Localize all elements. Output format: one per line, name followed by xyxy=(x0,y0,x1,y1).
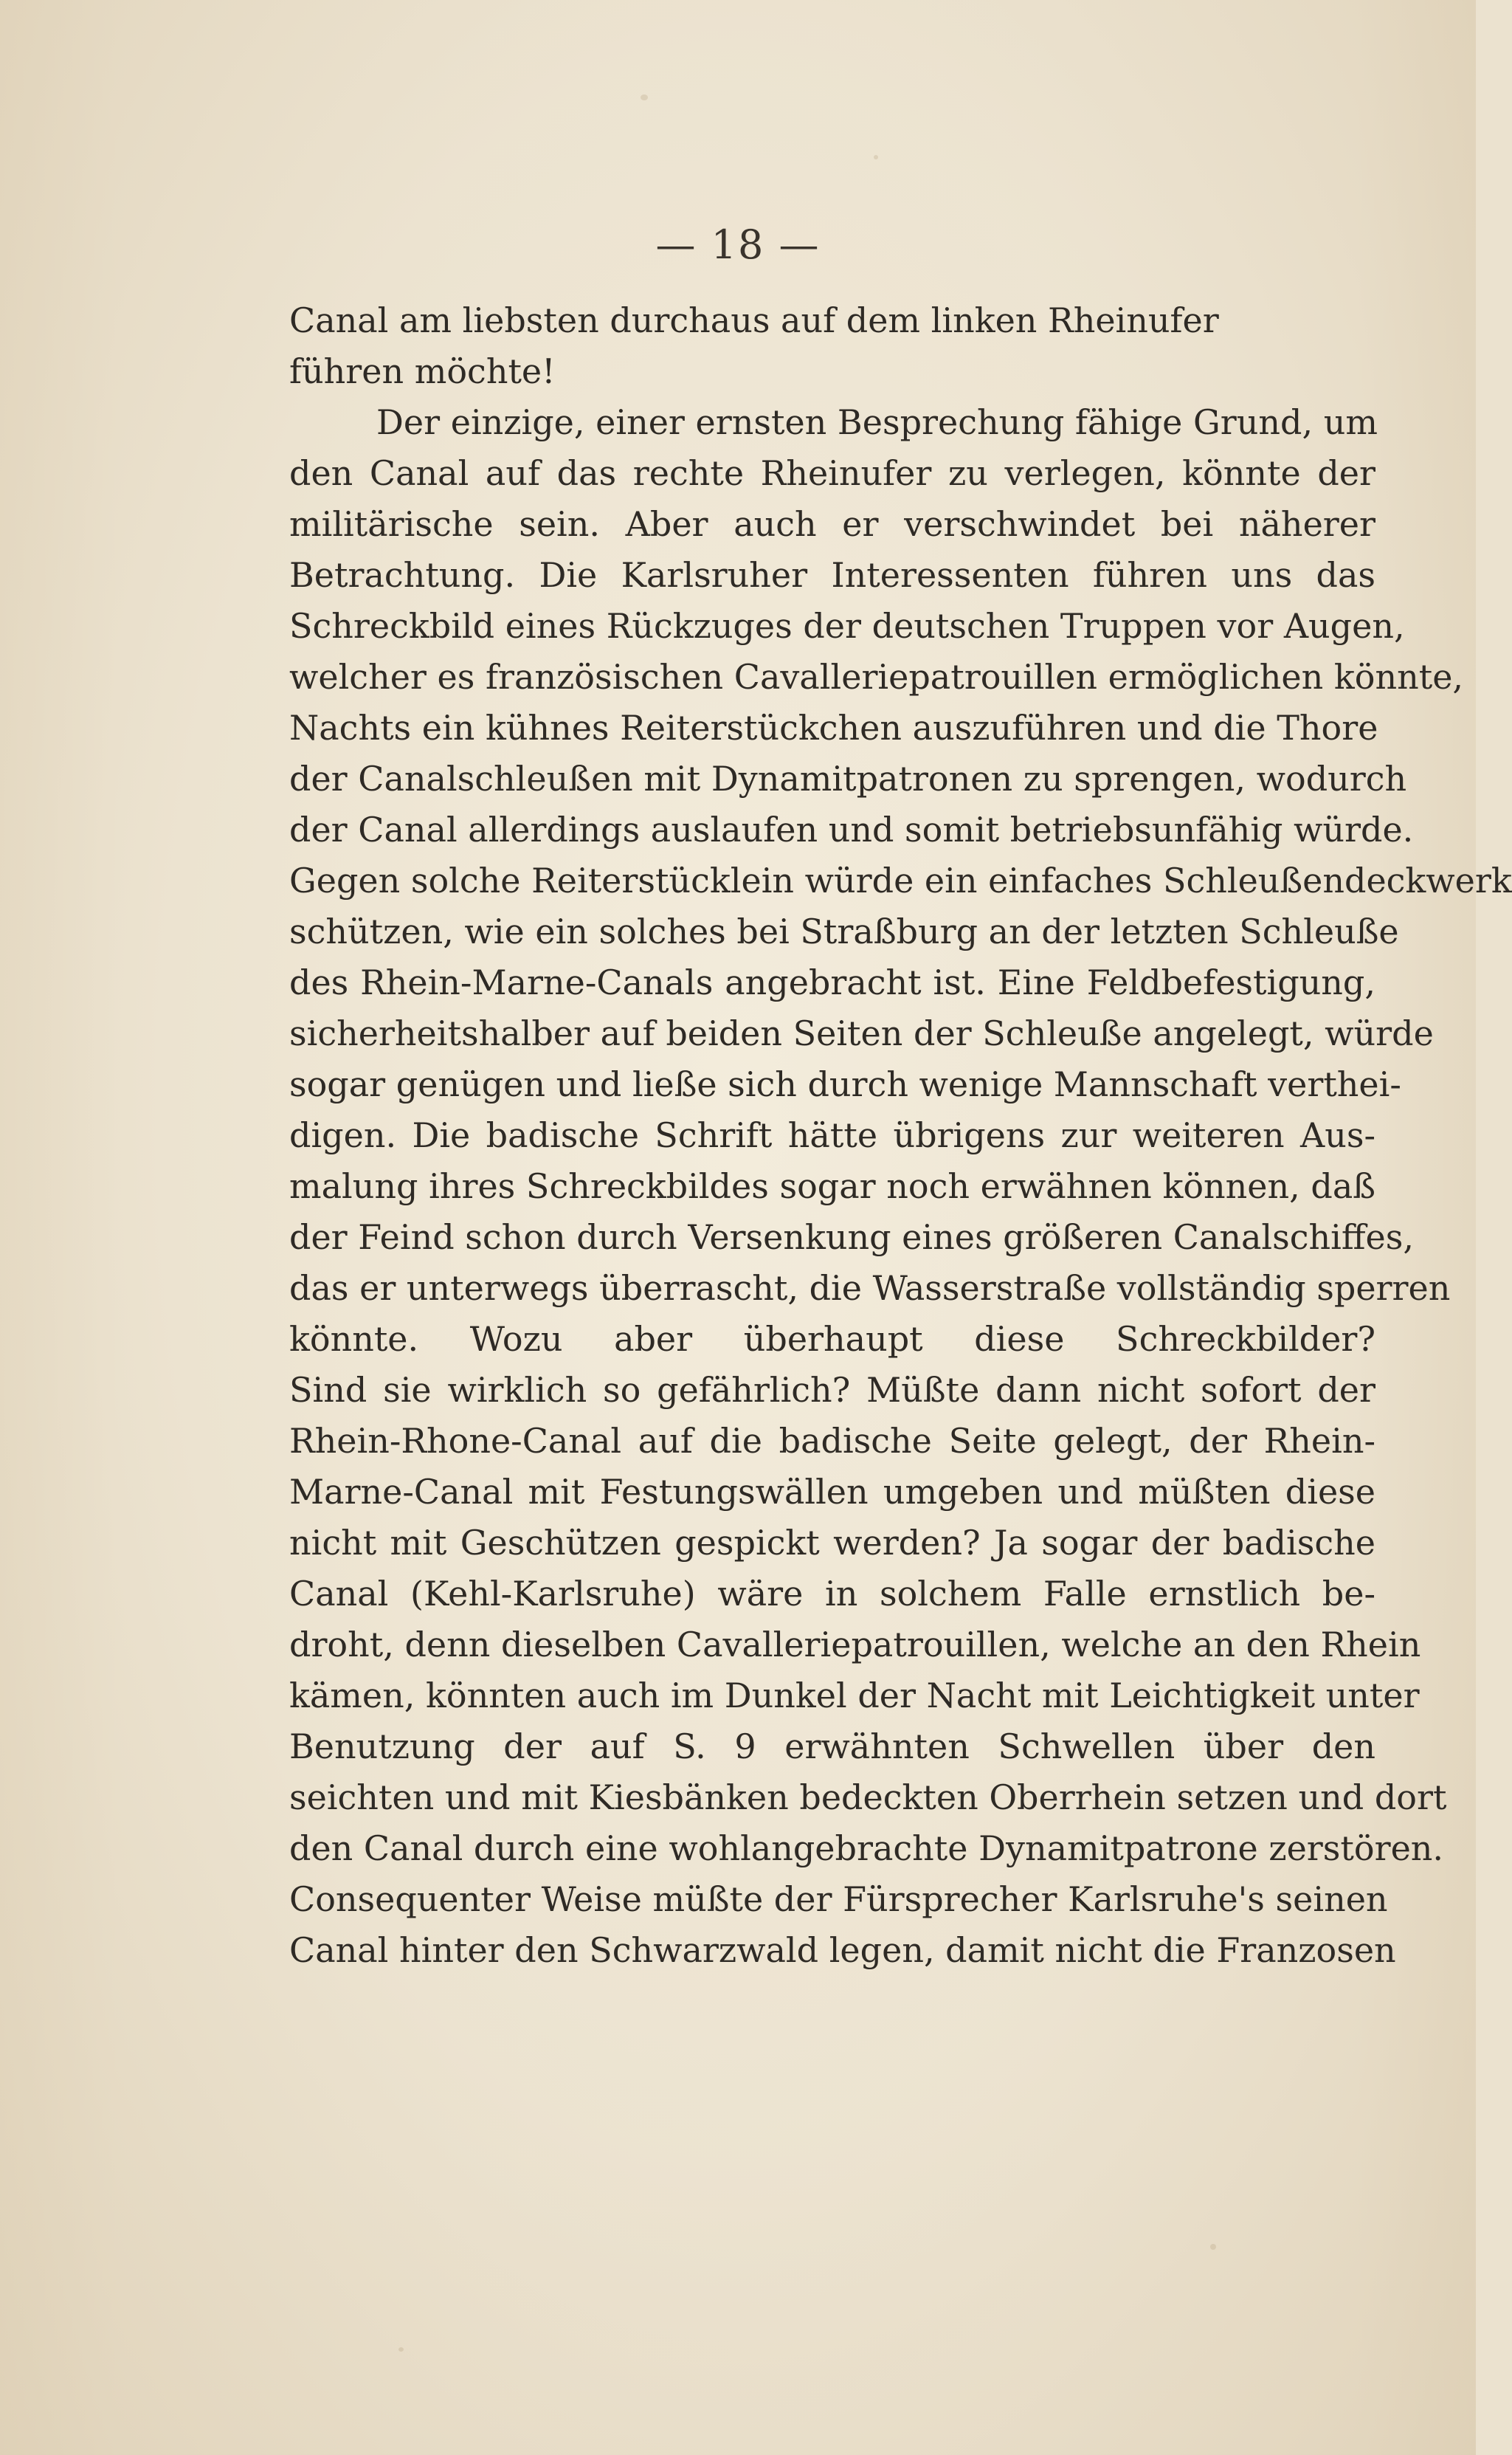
text-line: seichten und mit Kiesbänken bedeckten Oberrhein setzen und dort xyxy=(289,1777,1447,1817)
text-line: den Canal durch eine wohlangebrachte Dynamitpatrone zerstören. xyxy=(289,1828,1444,1868)
paper-stain xyxy=(398,2347,404,2352)
text-line: Consequenter Weise müßte der Fürsprecher Karlsruhe's seinen xyxy=(289,1879,1388,1919)
text-line: sogar genügen und ließe sich durch wenige Mannschaft verthei- xyxy=(289,1064,1401,1104)
text-line: nicht mit Geschützen gespickt werden? Ja sogar der badische xyxy=(289,1523,1375,1563)
paper-stain xyxy=(641,94,648,100)
text-line: Canal am liebsten durchaus auf dem linken Rheinufer xyxy=(289,300,1219,340)
paper-stain xyxy=(874,155,878,159)
text-line: Marne-Canal mit Festungswällen umgeben und müßten diese xyxy=(289,1472,1375,1512)
text-line: Nachts ein kühnes Reiterstückchen auszuführen und die Thore xyxy=(289,708,1378,748)
paper-stain xyxy=(1210,2244,1216,2250)
text-line: der Canalschleußen mit Dynamitpatronen zu sprengen, wodurch xyxy=(289,759,1407,799)
body-text xyxy=(289,295,1512,1976)
page-number: — 18 — xyxy=(655,221,821,268)
text-line: sicherheitshalber auf beiden Seiten der Schleuße angelegt, würde xyxy=(289,1013,1434,1053)
text-line: militärische sein. Aber auch er verschwindet bei näherer xyxy=(289,504,1375,544)
text-line: des Rhein-Marne-Canals angebracht ist. Eine Feldbefestigung, xyxy=(289,963,1375,1002)
text-line: droht, denn dieselben Cavalleriepatrouillen, welche an den Rhein xyxy=(289,1625,1421,1664)
text-line: Canal hinter den Schwarzwald legen, damit nicht die Franzosen xyxy=(289,1930,1396,1970)
text-line: Betrachtung. Die Karlsruher Interessenten führen uns das xyxy=(289,555,1375,595)
text-line: könnte. Wozu aber überhaupt diese Schreckbilder? xyxy=(289,1319,1375,1359)
text-line: Gegen solche Reiterstücklein würde ein einfaches Schleußendeckwerk xyxy=(289,861,1512,901)
text-line: das er unterwegs überrascht, die Wasserstraße vollständig sperren xyxy=(289,1268,1451,1308)
text-line: malung ihres Schreckbildes sogar noch erwähnen können, daß xyxy=(289,1166,1375,1206)
text-line: Schreckbild eines Rückzuges der deutschen Truppen vor Augen, xyxy=(289,606,1405,646)
text-line: Sind sie wirklich so gefährlich? Müßte dann nicht sofort der xyxy=(289,1370,1375,1410)
text-line: kämen, könnten auch im Dunkel der Nacht mit Leichtigkeit unter xyxy=(289,1676,1420,1715)
text-line: digen. Die badische Schrift hätte übrigens zur weiteren Aus- xyxy=(289,1115,1375,1155)
text-line: den Canal auf das rechte Rheinufer zu verlegen, könnte der xyxy=(289,453,1375,493)
text-line: führen möchte! xyxy=(289,351,556,391)
text-line: welcher es französischen Cavalleriepatrouillen ermöglichen könnte, xyxy=(289,657,1464,697)
text-line: Rhein-Rhone-Canal auf die badische Seite gelegt, der Rhein- xyxy=(289,1421,1375,1461)
text-line: schützen, wie ein solches bei Straßburg an der letzten Schleuße xyxy=(289,912,1399,951)
text-line: der Canal allerdings auslaufen und somit betriebsunfähig würde. xyxy=(289,810,1414,850)
text-line: Benutzung der auf S. 9 erwähnten Schwellen über den xyxy=(289,1726,1375,1766)
text-line: Der einzige, einer ernsten Besprechung fähige Grund, um xyxy=(376,402,1378,442)
text-line: der Feind schon durch Versenkung eines größeren Canalschiffes, xyxy=(289,1217,1414,1257)
text-line: Canal (Kehl-Karlsruhe) wäre in solchem Falle ernstlich be- xyxy=(289,1574,1375,1614)
